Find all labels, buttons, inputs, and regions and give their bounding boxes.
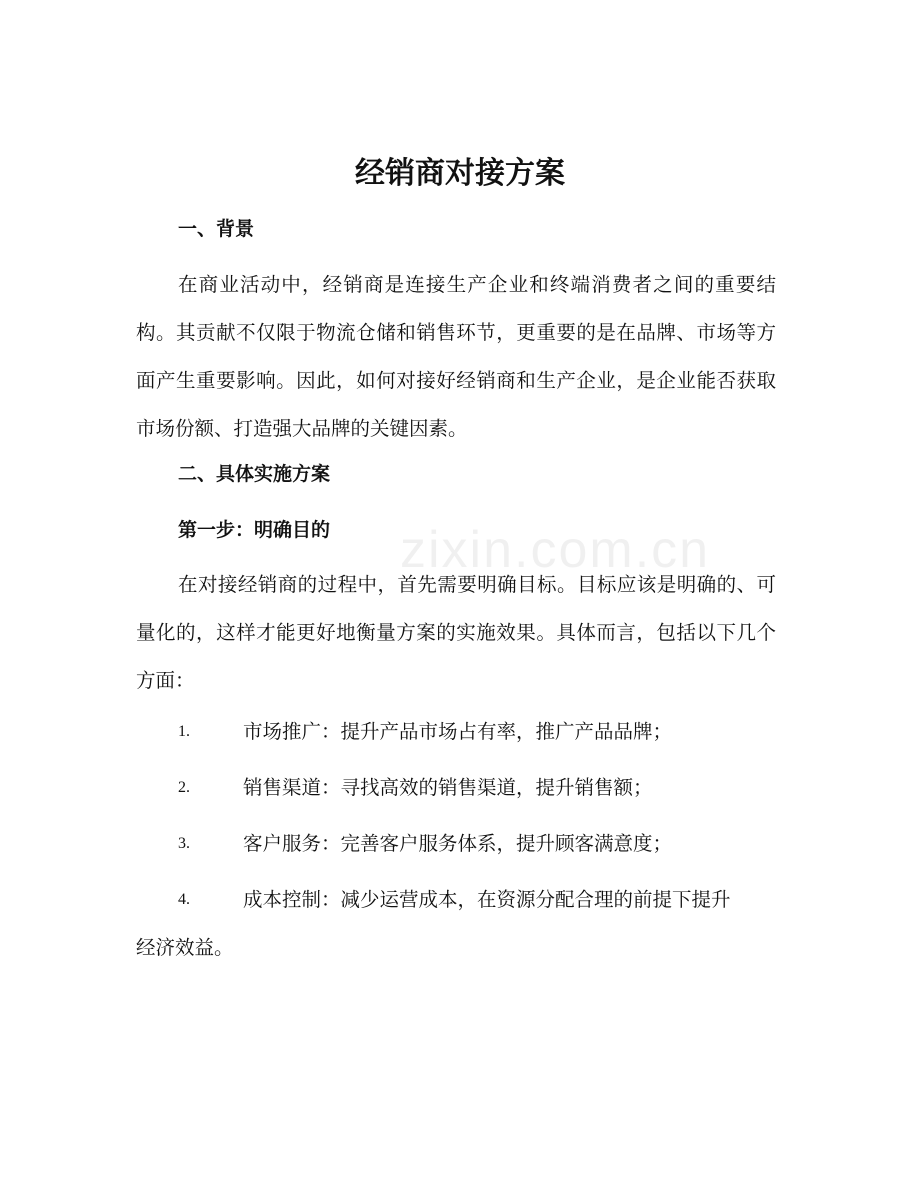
step-heading: 第一步：明确目的	[178, 519, 331, 541]
watermark: zixin.com.cn	[400, 521, 711, 579]
list-item-number: 2.	[178, 779, 190, 796]
section-heading-implementation: 二、具体实施方案	[178, 463, 331, 485]
list-item-text: 成本控制：减少运营成本，在资源分配合理的前提下提升	[243, 888, 731, 911]
list-item-text: 市场推广：提升产品市场占有率，推广产品品牌；	[243, 720, 673, 743]
list-item-continuation: 经济效益。	[136, 936, 234, 959]
list-item	[136, 704, 776, 760]
list-item	[136, 816, 776, 872]
step-paragraph: 在对接经销商的过程中，首先需要明确目标。目标应该是明确的、可量化的，这样才能更好地衡量方案的实施效果。具体而言，包括以下几个方面：	[136, 573, 776, 692]
list-item-text: 客户服务：完善客户服务体系，提升顾客满意度；	[243, 832, 673, 855]
list-item	[136, 760, 776, 816]
list-item-number: 3.	[178, 835, 190, 852]
list-item	[136, 872, 776, 976]
list-item-number: 1.	[178, 723, 190, 740]
list-item-number: 4.	[178, 891, 190, 908]
background-paragraph: 在商业活动中，经销商是连接生产企业和终端消费者之间的重要结构。其贡献不仅限于物流仓储和销售环节，更重要的是在品牌、市场等方面产生重要影响。因此，如何对接好经销商和生产企业，是企业能否获取市场份额、打造强大品牌的关键因素。	[136, 273, 776, 440]
section-heading-background: 一、背景	[178, 218, 255, 240]
list-item-text: 销售渠道：寻找高效的销售渠道，提升销售额；	[243, 776, 653, 799]
page-title: 经销商对接方案	[355, 156, 565, 191]
